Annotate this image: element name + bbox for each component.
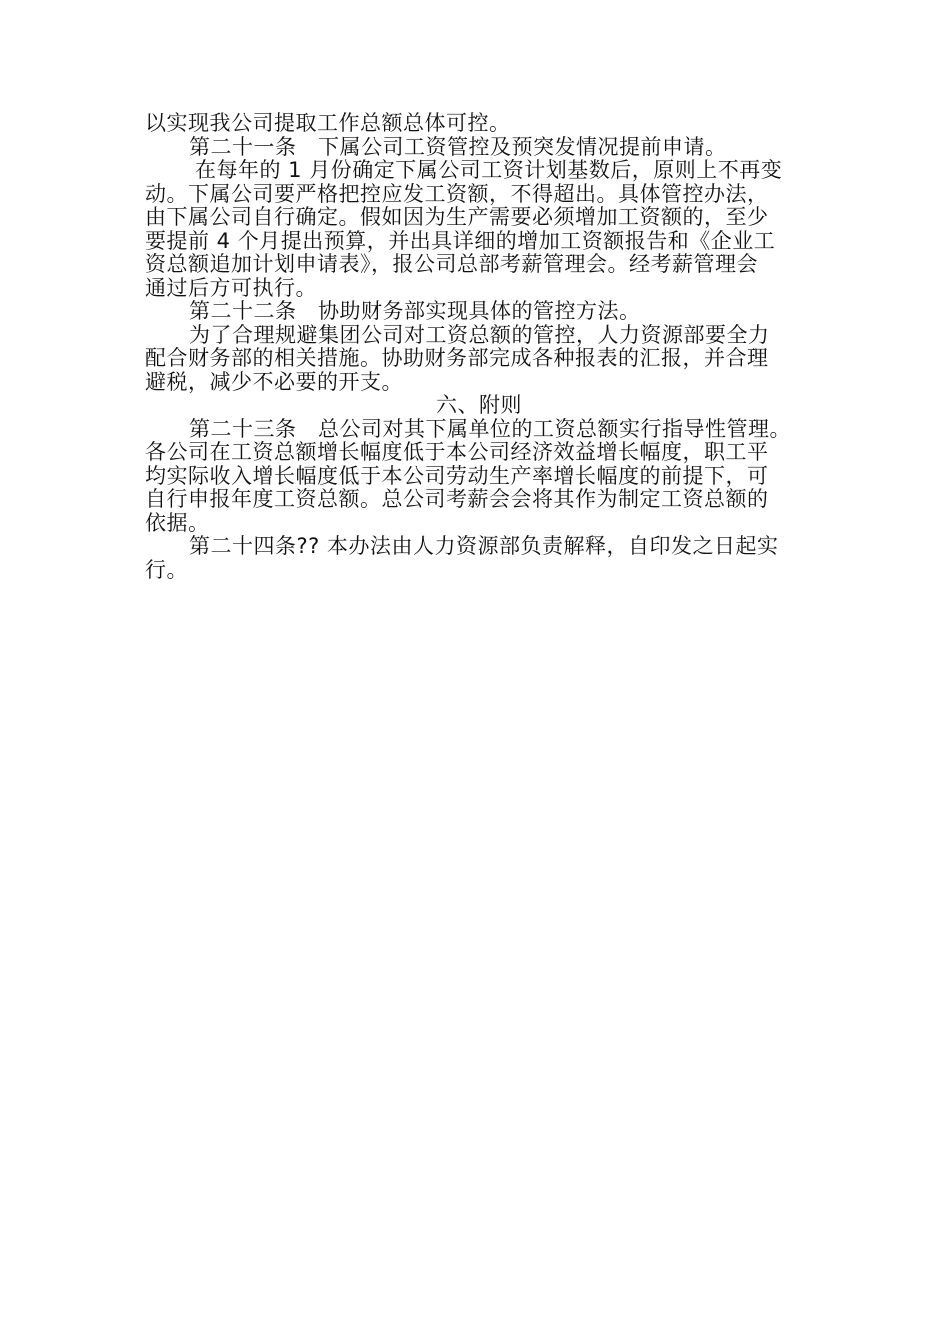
body-line: 资总额追加计划申请表》，报公司总部考薪管理会。经考薪管理会 <box>145 252 758 276</box>
body-line: 通过后方可执行。 <box>145 275 317 300</box>
body-line: 为了合理规避集团公司对工资总额的管控，人力资源部要全力 <box>189 322 770 347</box>
body-line: 依据。 <box>145 510 210 535</box>
body-line: 各公司在工资总额增长幅度低于本公司经济效益增长幅度，职工平 <box>145 440 769 464</box>
document-page <box>145 112 813 582</box>
body-line: 以实现我公司提取工作总额总体可控。 <box>145 111 511 135</box>
body-line: 动。下属公司要严格把控应发工资额，不得超出。具体管控办法， <box>145 181 769 206</box>
body-line: 由下属公司自行确定。假如因为生产需要必须增加工资额的，至少 <box>145 205 769 229</box>
section-heading: 六、附则 <box>436 393 522 417</box>
body-line: 行。 <box>145 557 188 582</box>
body-line: 要提前 4 个月提出预算，并出具详细的增加工资额报告和《企业工 <box>145 228 776 253</box>
article-23-heading: 第二十三条 总公司对其下属单位的工资总额实行指导性管理。 <box>189 416 791 441</box>
body-line: 自行申报年度工资总额。总公司考薪会会将其作为制定工资总额的 <box>145 487 769 511</box>
article-21-heading: 第二十一条 下属公司工资管控及预突发情况提前申请。 <box>189 134 727 159</box>
body-line: 配合财务部的相关措施。协助财务部完成各种报表的汇报，并合理 <box>145 346 769 370</box>
article-24-heading: 第二十四条?? 本办法由人力资源部负责解释，自印发之日起实 <box>189 534 779 558</box>
article-22-heading: 第二十二条 协助财务部实现具体的管控方法。 <box>189 299 641 323</box>
body-line: 在每年的 1 月份确定下属公司工资计划基数后，原则上不再变 <box>195 158 783 182</box>
body-line: 避税，减少不必要的开支。 <box>145 369 403 394</box>
body-line: 均实际收入增长幅度低于本公司劳动生产率增长幅度的前提下，可 <box>145 463 769 488</box>
